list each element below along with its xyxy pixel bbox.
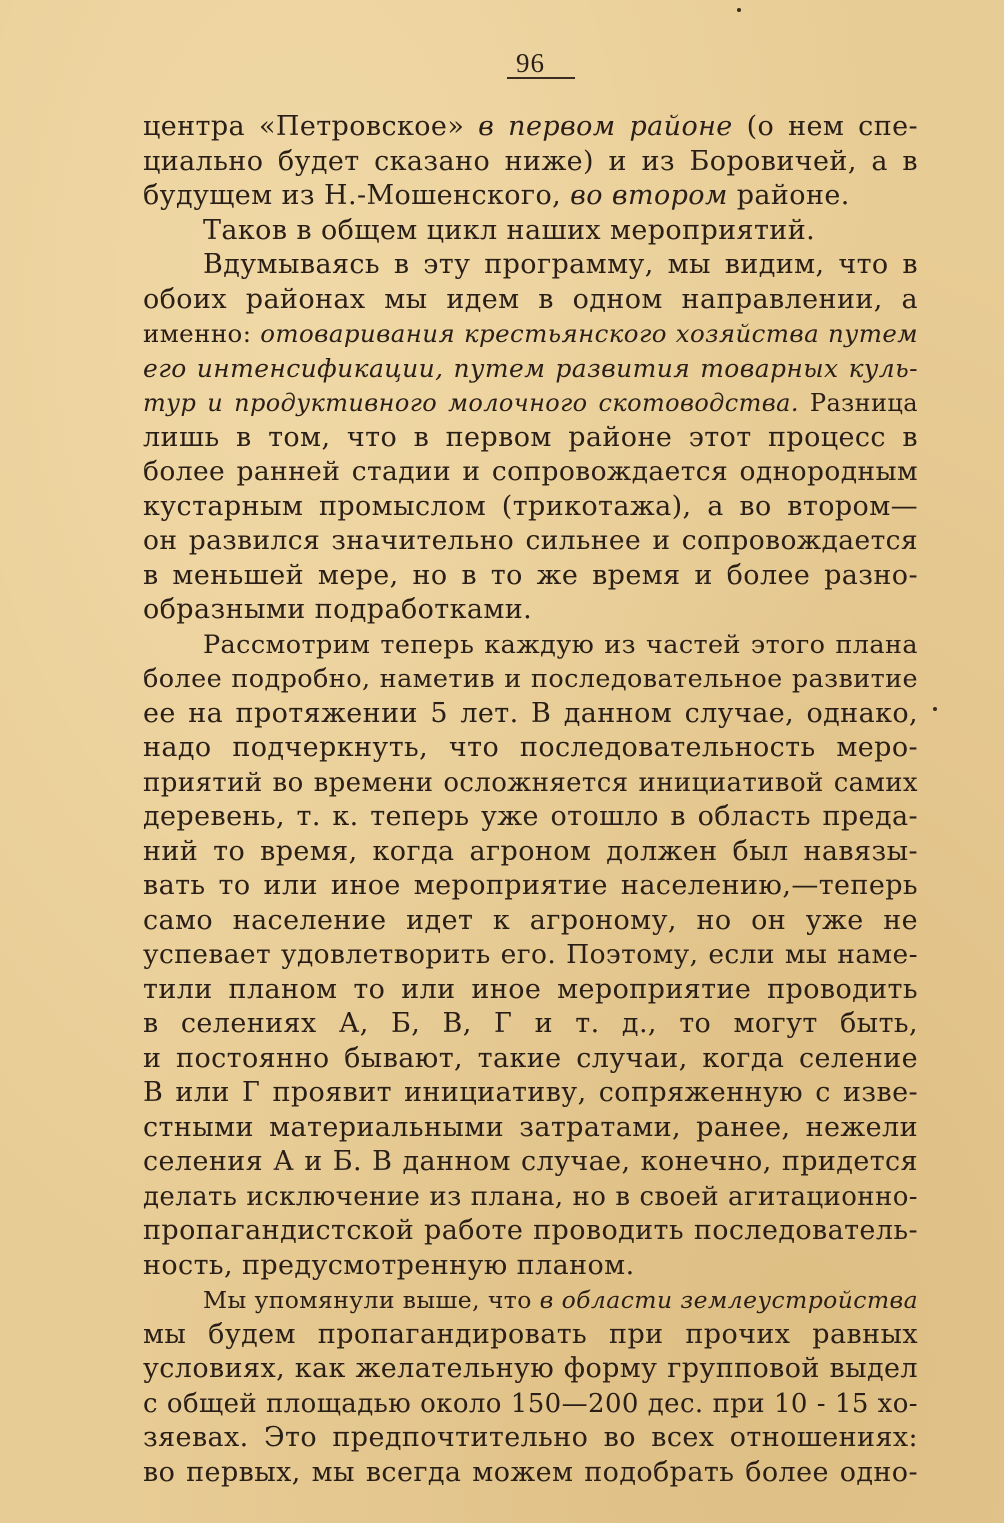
text-line: Мы упомянули выше, что в области землеустройства — [203, 1286, 918, 1314]
text-line: обоих районах мы идем в одном направлении, а — [143, 283, 918, 315]
text-line: условиях, как желательную форму групповой выдел — [143, 1353, 918, 1384]
page-number: 96 — [516, 48, 545, 78]
header-rule — [507, 77, 575, 79]
text-line: тур и продуктивного молочного скотоводства. Разница — [143, 389, 918, 417]
text-line: стными материальными затратами, ранее, нежели — [143, 1111, 918, 1143]
text-line: Вдумываясь в эту программу, мы видим, что в — [203, 249, 918, 280]
text-line: более ранней стадии и сопровождается однородным — [143, 456, 918, 487]
text-line: во первых, мы всегда можем подобрать более одно- — [143, 1456, 918, 1488]
text-line: именно: отоваривания крестьянского хозяйства путем — [143, 319, 918, 348]
print-speck — [933, 707, 937, 711]
print-speck — [737, 8, 741, 12]
text-line: В или Г проявит инициативу, сопряженную с изве- — [143, 1077, 918, 1108]
text-line: тили планом то или иное мероприятие проводить — [143, 973, 918, 1005]
text-line: Рассмотрим теперь каждую из частей этого плана — [203, 629, 918, 660]
text-line: с общей площадью около 150—200 дес. при 10 - 15 хо- — [143, 1388, 918, 1419]
text-line: мы будем пропагандировать при прочих равных — [143, 1318, 918, 1350]
text-line: ний то время, когда агроном должен был навязы- — [143, 835, 918, 867]
text-line: ность, предусмотренную планом. — [143, 1249, 635, 1281]
text-line: деревень, т. к. теперь уже отошло в область преда- — [143, 801, 918, 832]
text-line: циально будет сказано ниже) и из Боровичей, а в — [143, 145, 918, 177]
text-line: лишь в том, что в первом районе этот процесс в — [143, 421, 918, 453]
text-line: будущем из Н.-Мошенского, во втором районе. — [143, 180, 850, 211]
text-line: Таков в общем цикл наших мероприятий. — [203, 214, 816, 246]
text-line: образными подработками. — [143, 594, 533, 625]
text-line: центра «Петровское» в первом районе (о нем спе- — [143, 111, 918, 142]
text-line: само население идет к агроному, но он уже не — [143, 904, 918, 936]
text-line: в селениях А, Б, В, Г и т. д., то могут быть, — [143, 1008, 918, 1039]
text-line: в меньшей мере, но в то же время и более разно- — [143, 559, 918, 591]
text-line: успевает удовлетворить его. Поэтому, если мы наме- — [143, 939, 918, 970]
text-line: и постоянно бывают, такие случаи, когда селение — [143, 1042, 918, 1074]
text-line: кустарным промыслом (трикотажа), а во втором— — [143, 490, 918, 522]
text-line: приятий во времени осложняется инициативой самих — [143, 767, 918, 798]
book-page — [143, 40, 918, 1500]
text-line: более подробно, наметив и последовательное развитие — [143, 664, 918, 694]
text-line: его интенсификации, путем развития товарных куль- — [143, 353, 918, 383]
text-line: ее на протяжении 5 лет. В данном случае, однако, — [143, 697, 918, 729]
text-line: надо подчеркнуть, что последовательность меро- — [143, 732, 918, 763]
text-line: селения А и Б. В данном случае, конечно, придется — [143, 1146, 918, 1177]
body-text — [143, 110, 918, 1490]
text-line: вать то или иное мероприятие населению,—теперь — [143, 870, 918, 901]
text-line: зяевах. Это предпочтительно во всех отношениях: — [143, 1422, 918, 1453]
text-line: пропагандистской работе проводить последователь- — [143, 1215, 918, 1246]
text-line: он развился значительно сильнее и сопровождается — [143, 525, 918, 556]
text-line: делать исключение из плана, но в своей агитационно- — [143, 1181, 918, 1212]
